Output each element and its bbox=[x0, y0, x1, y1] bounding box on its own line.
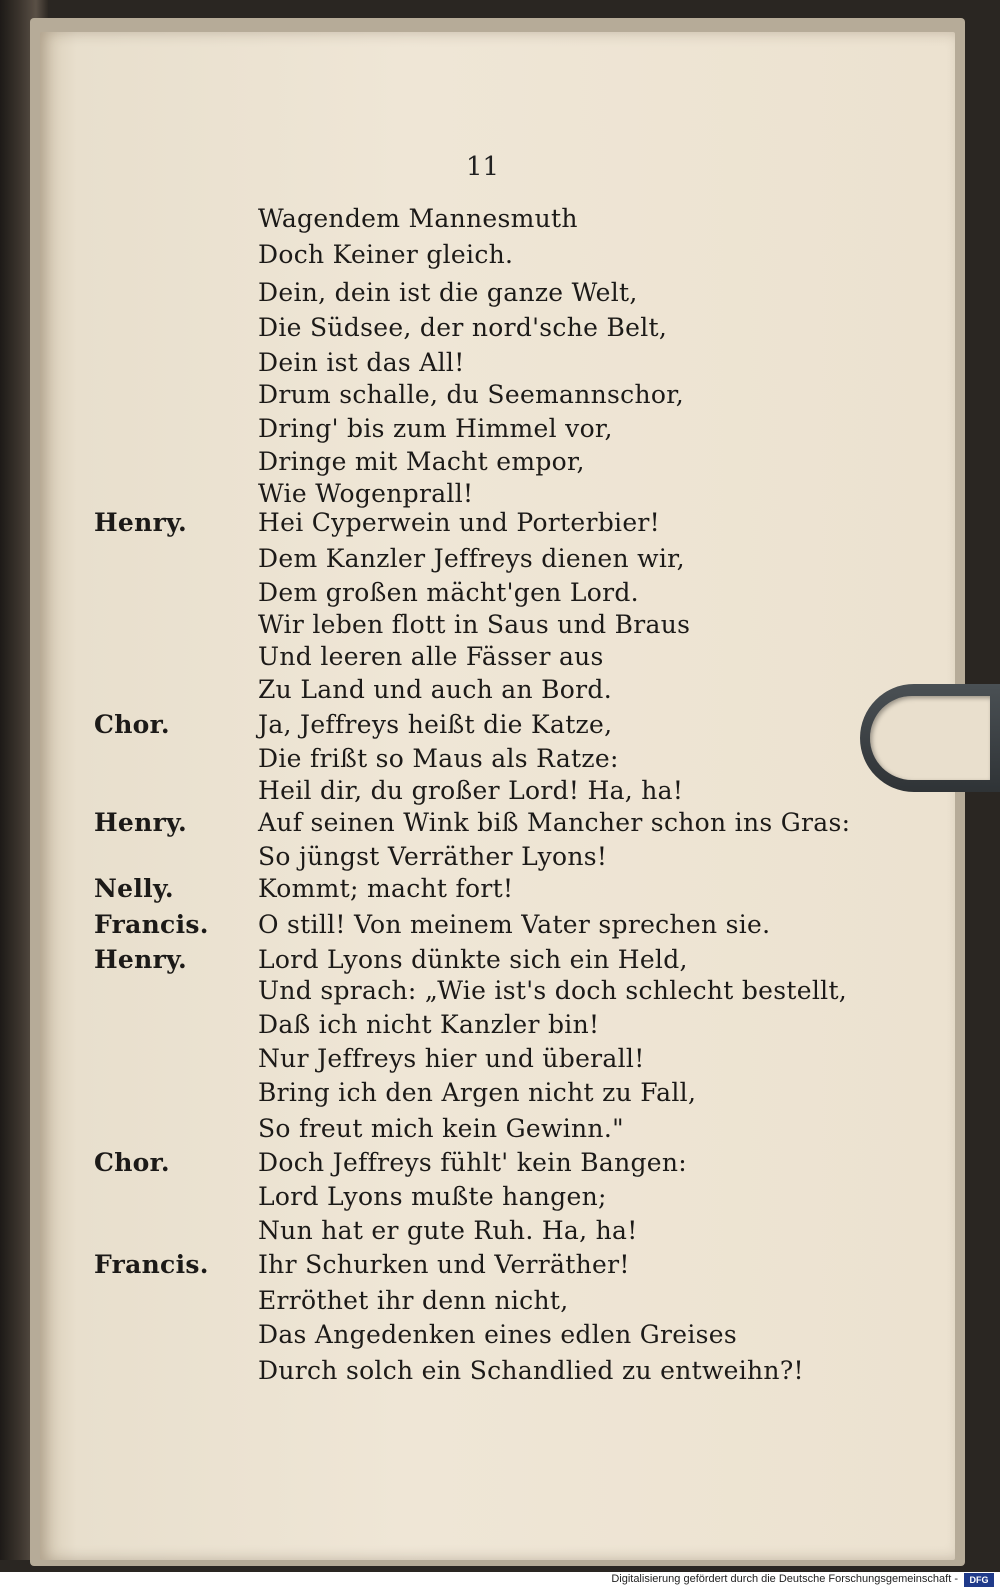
verse-line: Daß ich nicht Kanzler bin! bbox=[258, 1010, 600, 1039]
verse-line: Und sprach: „Wie ist's doch schlecht bestellt, bbox=[258, 976, 848, 1005]
verse-line: Dem Kanzler Jeffreys dienen wir, bbox=[258, 544, 685, 573]
verse-line: Dein, dein ist die ganze Welt, bbox=[258, 278, 638, 307]
verse-line: Erröthet ihr denn nicht, bbox=[258, 1286, 569, 1315]
verse-line: Doch Keiner gleich. bbox=[258, 240, 514, 269]
speaker-label: Henry. bbox=[94, 508, 188, 537]
speaker-label: Chor. bbox=[94, 710, 170, 739]
verse-line: So jüngst Verräther Lyons! bbox=[258, 842, 608, 871]
verse-line: Wir leben flott in Saus und Braus bbox=[258, 610, 691, 639]
speaker-label: Henry. bbox=[94, 808, 188, 837]
verse-line: Wagendem Mannesmuth bbox=[258, 204, 578, 233]
verse-line: Dem großen mächt'gen Lord. bbox=[258, 578, 639, 607]
verse-line: Dein ist das All! bbox=[258, 348, 465, 377]
verse-line: Ja, Jeffreys heißt die Katze, bbox=[258, 710, 613, 739]
verse-line: Lord Lyons mußte hangen; bbox=[258, 1182, 607, 1211]
speaker-label: Francis. bbox=[94, 910, 209, 939]
verse-line: O still! Von meinem Vater sprechen sie. bbox=[258, 910, 771, 939]
page-number: 11 bbox=[466, 152, 500, 182]
verse-line: Nun hat er gute Ruh. Ha, ha! bbox=[258, 1216, 638, 1245]
verse-line: Und leeren alle Fässer aus bbox=[258, 642, 604, 671]
speaker-label: Nelly. bbox=[94, 874, 174, 903]
page-clip bbox=[860, 684, 1000, 792]
verse-line: Bring ich den Argen nicht zu Fall, bbox=[258, 1078, 697, 1107]
verse-line: Kommt; macht fort! bbox=[258, 874, 514, 903]
speaker-label: Francis. bbox=[94, 1250, 209, 1279]
verse-line: Die frißt so Maus als Ratze: bbox=[258, 744, 619, 773]
verse-line: So freut mich kein Gewinn." bbox=[258, 1114, 624, 1143]
footer-bar bbox=[0, 1572, 1000, 1589]
verse-line: Lord Lyons dünkte sich ein Held, bbox=[258, 945, 688, 974]
speaker-label: Chor. bbox=[94, 1148, 170, 1177]
verse-line: Drum schalle, du Seemannschor, bbox=[258, 380, 684, 409]
verse-line: Die Südsee, der nord'sche Belt, bbox=[258, 313, 668, 342]
verse-line: Ihr Schurken und Verräther! bbox=[258, 1250, 630, 1279]
speaker-label: Henry. bbox=[94, 945, 188, 974]
verse-line: Hei Cyperwein und Porterbier! bbox=[258, 508, 661, 537]
footer-credit: Digitalisierung gefördert durch die Deutsche Forschungsgemeinschaft - bbox=[611, 1573, 958, 1585]
verse-line: Das Angedenken eines edlen Greises bbox=[258, 1320, 738, 1349]
verse-line: Dringe mit Macht empor, bbox=[258, 447, 585, 476]
verse-line: Zu Land und auch an Bord. bbox=[258, 675, 612, 704]
verse-line: Wie Wogenprall! bbox=[258, 479, 474, 508]
verse-line: Doch Jeffreys fühlt' kein Bangen: bbox=[258, 1148, 688, 1177]
verse-line: Durch solch ein Schandlied zu entweihn?! bbox=[258, 1356, 804, 1385]
verse-line: Nur Jeffreys hier und überall! bbox=[258, 1044, 645, 1073]
verse-line: Auf seinen Wink biß Mancher schon ins Gras: bbox=[258, 808, 851, 837]
verse-line: Heil dir, du großer Lord! Ha, ha! bbox=[258, 776, 684, 805]
verse-line: Dring' bis zum Himmel vor, bbox=[258, 414, 613, 443]
dfg-logo: DFG bbox=[964, 1573, 994, 1587]
